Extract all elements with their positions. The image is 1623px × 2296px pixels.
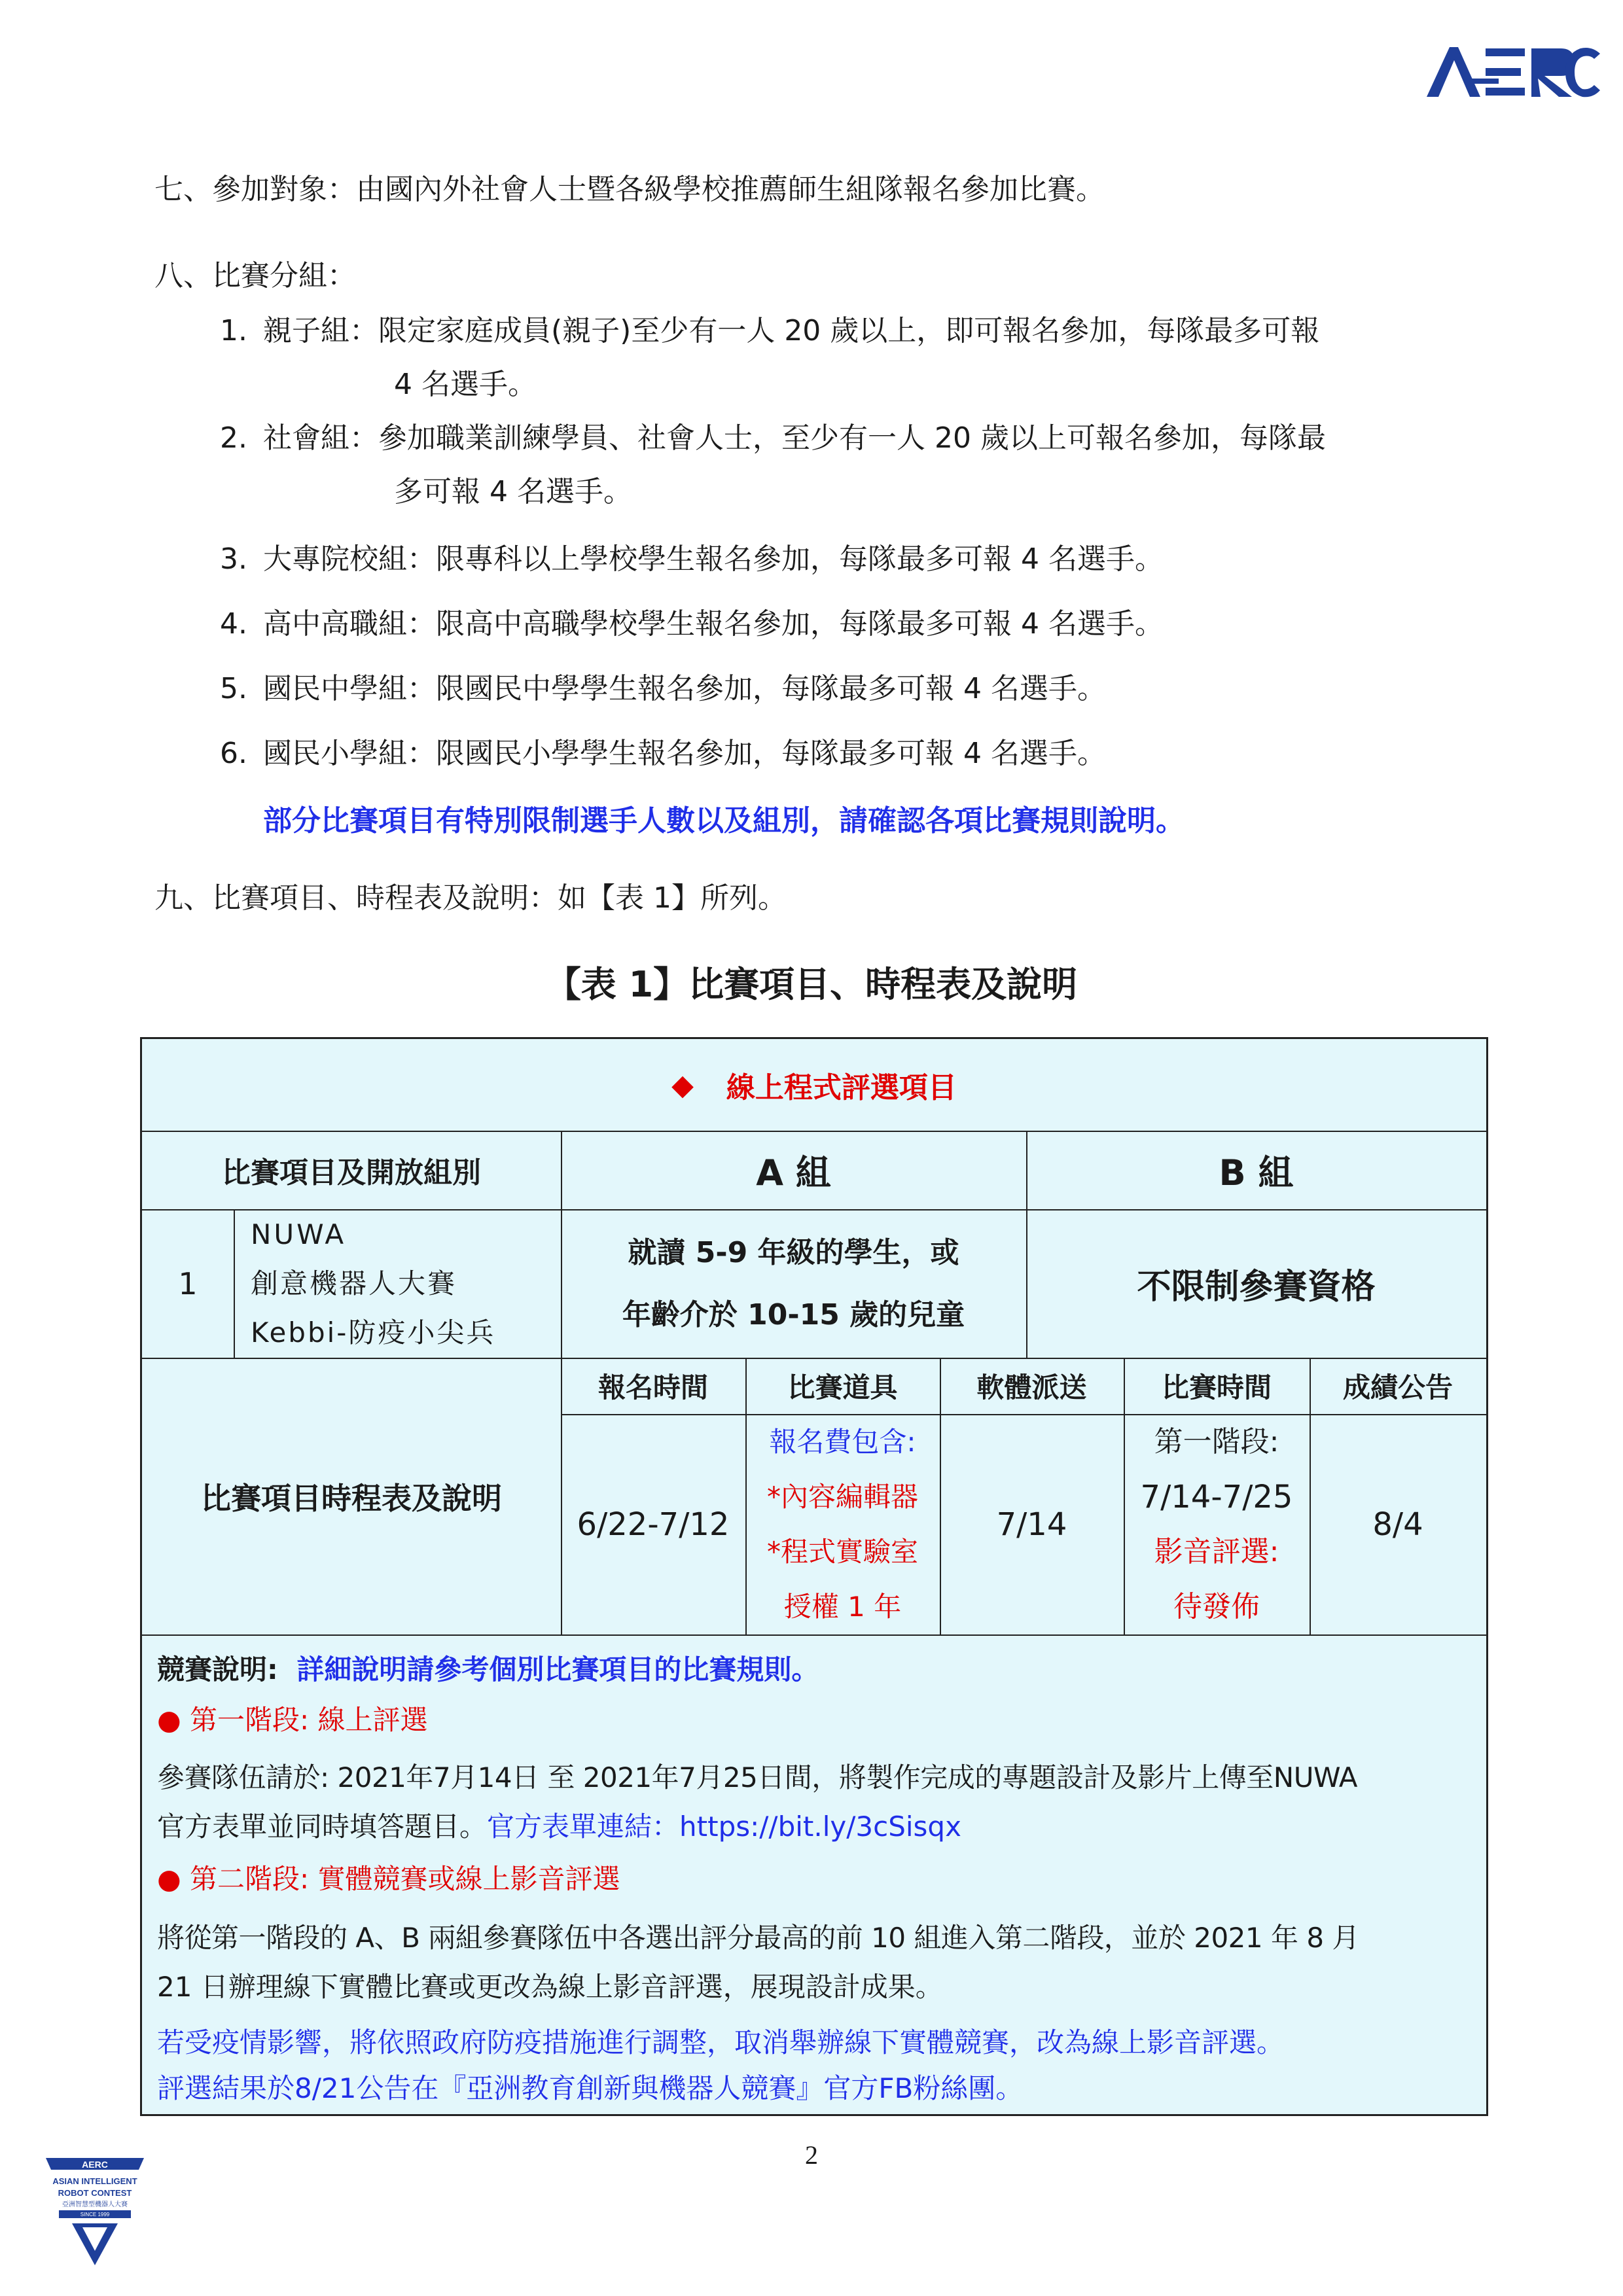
group-b-header: B 組 <box>1219 1152 1294 1193</box>
time-line: 待發佈 <box>1173 1589 1260 1623</box>
event-name-line: NUWA <box>251 1218 347 1250</box>
aerc-logo <box>1420 39 1603 105</box>
time-line: 影音評選: <box>1154 1534 1279 1568</box>
list-item-text: 國民小學組：限國民小學學生報名參加，每隊最多可報 4 名選手。 <box>263 737 1106 770</box>
registration-time-value: 6/22-7/12 <box>577 1506 730 1543</box>
epidemic-notice: 若受疫情影響，將依照政府防疫措施進行調整，取消舉辦線下實體競賽，改為線上影音評選。 <box>157 2026 1285 2058</box>
section-9-heading: 九、比賽項目、時程表及說明：如【表 1】所列。 <box>154 881 787 915</box>
time-line: 7/14-7/25 <box>1140 1478 1293 1515</box>
stage1-form-text: 官方表單並同時填答題目。 <box>157 1810 488 1843</box>
stage2-title <box>157 1860 620 1898</box>
stage1-description-line <box>157 1808 961 1846</box>
result-announcement-notice: 評選結果於8/21公告在『亞洲教育創新與機器人競賽』官方FB粉絲團。 <box>157 2072 1024 2104</box>
svg-text:ROBOT CONTEST: ROBOT CONTEST <box>58 2188 132 2198</box>
svg-text:SINCE 1999: SINCE 1999 <box>80 2212 110 2217</box>
header-result-announcement: 成績公告 <box>1342 1371 1453 1404</box>
banner-title: 線上程式評選項目 <box>726 1071 957 1104</box>
list-item-number: 2. <box>220 421 247 455</box>
list-item-text-continued: 4 名選手。 <box>394 368 537 401</box>
description-label: 競賽說明: <box>157 1653 278 1686</box>
table-title: 【表 1】比賽項目、時程表及說明 <box>545 964 1078 1005</box>
table-banner <box>142 1039 1486 1131</box>
props-line: *程式實驗室 <box>766 1535 918 1568</box>
event-name-line: Kebbi-防疫小尖兵 <box>251 1316 496 1349</box>
list-item-text: 親子組：限定家庭成員(親子)至少有一人 20 歲以上，即可報名參加，每隊最多可報 <box>263 314 1320 347</box>
stage2-description-line: 將從第一階段的 A、B 兩組參賽隊伍中各選出評分最高的前 10 組進入第二階段，並於 2021 年 8 月 <box>157 1922 1359 1954</box>
header-software-delivery: 軟體派送 <box>976 1371 1087 1404</box>
svg-text:亞洲智慧型機器人大賽: 亞洲智慧型機器人大賽 <box>62 2201 128 2208</box>
group-restriction-note: 部分比賽項目有特別限制選手人數以及組別，請確認各項比賽規則說明。 <box>263 804 1185 838</box>
event-column-header: 比賽項目及開放組別 <box>222 1156 481 1190</box>
props-line: *內容編輯器 <box>766 1480 918 1513</box>
row-number: 1 <box>178 1265 198 1301</box>
props-line: 報名費包含: <box>769 1425 916 1458</box>
group-a-eligibility <box>561 1209 1026 1358</box>
group-b-eligibility: 不限制參賽資格 <box>1137 1267 1376 1307</box>
rules-reference-link[interactable]: 詳細說明請參考個別比賽項目的比賽規則。 <box>296 1653 819 1686</box>
props-line: 授權 1 年 <box>783 1590 902 1623</box>
eligibility-line: 就讀 5-9 年級的學生，或 <box>628 1235 959 1269</box>
eligibility-line: 年齡介於 10-15 歲的兒童 <box>622 1298 965 1332</box>
schedule-table <box>140 1037 1488 2116</box>
section-7-participants: 七、參加對象：由國內外社會人士暨各級學校推薦師生組隊報名參加比賽。 <box>154 173 1105 206</box>
list-item-number: 4. <box>220 607 247 641</box>
stage2-title-text: 第二階段: 實體競賽或線上影音評選 <box>190 1863 620 1895</box>
list-item-text: 國民中學組：限國民中學學生報名參加，每隊最多可報 4 名選手。 <box>263 672 1106 705</box>
bullet-icon: ● <box>157 1863 181 1895</box>
result-announcement-value: 8/4 <box>1372 1506 1423 1543</box>
list-item-number: 3. <box>220 542 247 576</box>
competition-time-value <box>1124 1414 1310 1634</box>
event-name-line: 創意機器人大賽 <box>251 1267 457 1299</box>
stage1-title <box>157 1701 428 1739</box>
event-name <box>251 1209 561 1358</box>
section-8-heading: 八、比賽分組： <box>154 259 356 292</box>
list-item-text: 高中高職組：限高中高職學校學生報名參加，每隊最多可報 4 名選手。 <box>263 607 1164 641</box>
description-heading <box>157 1651 819 1689</box>
time-line: 第一階段: <box>1154 1424 1279 1458</box>
header-props: 比賽道具 <box>787 1371 898 1404</box>
list-item-number: 6. <box>220 737 247 770</box>
svg-text:ASIAN INTELLIGENT: ASIAN INTELLIGENT <box>52 2176 137 2186</box>
schedule-label: 比賽項目時程表及說明 <box>201 1480 502 1516</box>
diamond-icon: ◆ <box>671 1068 694 1102</box>
list-item-number: 1. <box>220 314 247 347</box>
stage2-description-line: 21 日辦理線下實體比賽或更改為線上影音評選，展現設計成果。 <box>157 1971 943 2003</box>
group-a-header: A 組 <box>756 1152 831 1193</box>
list-item-text-continued: 多可報 4 名選手。 <box>394 475 632 508</box>
page-number: 2 <box>805 2140 818 2170</box>
header-competition-time: 比賽時間 <box>1161 1371 1272 1404</box>
stage1-description-line: 參賽隊伍請於: 2021年7月14日 至 2021年7月25日間，將製作完成的專題設計及影片上傳至NUWA <box>157 1761 1357 1793</box>
software-delivery-value: 7/14 <box>996 1506 1067 1543</box>
bullet-icon: ● <box>157 1704 181 1736</box>
svg-text:AERC: AERC <box>82 2159 108 2170</box>
stage1-title-text: 第一階段: 線上評選 <box>190 1704 428 1736</box>
header-registration-time: 報名時間 <box>597 1371 708 1404</box>
props-value <box>745 1414 940 1634</box>
list-item-number: 5. <box>220 672 247 705</box>
list-item-text: 大專院校組：限專科以上學校學生報名參加，每隊最多可報 4 名選手。 <box>263 542 1164 576</box>
asian-intelligent-robot-contest-logo <box>39 2153 151 2270</box>
list-item-text: 社會組：參加職業訓練學員、社會人士，至少有一人 20 歲以上可報名參加，每隊最 <box>263 421 1326 455</box>
official-form-link[interactable]: 官方表單連結：https://bit.ly/3cSisqx <box>487 1810 961 1843</box>
